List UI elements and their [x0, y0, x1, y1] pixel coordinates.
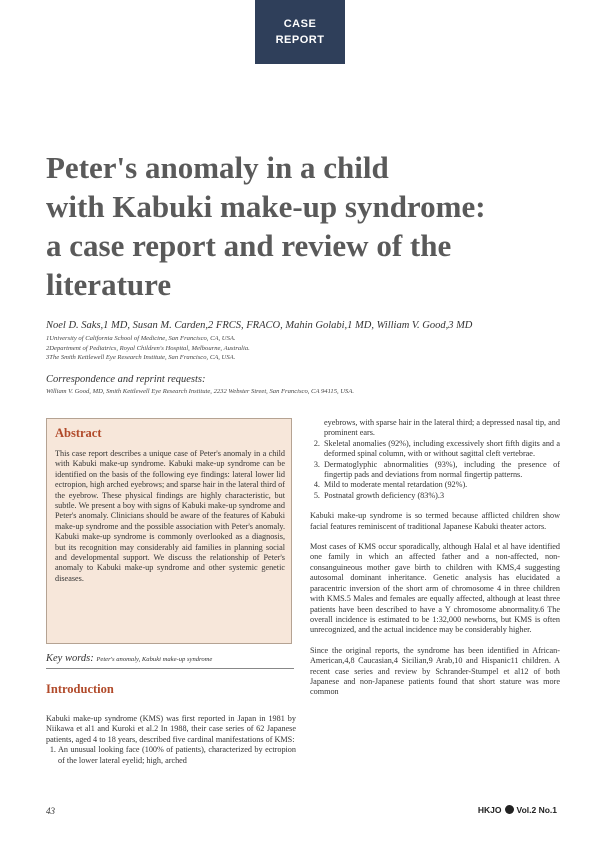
title-line: with Kabuki make-up syndrome: [46, 189, 486, 224]
author-list: Noel D. Saks,1 MD, Susan M. Carden,2 FRCS, FRACO, Mahin Golabi,1 MD, William V. Good,3 MD [46, 320, 473, 331]
journal-volume: Vol.2 No.1 [516, 805, 557, 815]
page-number: 43 [46, 806, 55, 816]
list-item: 5. Postnatal growth deficiency (83%).3 [322, 491, 560, 501]
journal-logo-icon [505, 805, 514, 814]
title-line: literature [46, 267, 172, 302]
abstract-heading: Abstract [55, 426, 102, 440]
article-title [46, 148, 576, 304]
section-tab-line2: REPORT [275, 34, 325, 46]
abstract-box [46, 418, 292, 644]
keywords-divider [46, 668, 294, 669]
affiliation-2: 2Department of Pediatrics, Royal Children's Hospital, Melbourne, Australia. [46, 344, 250, 352]
correspondence-text: William V. Good, MD, Smith Kettlewell Eye Research Institute, 2232 Webster Street, San Francisco, CA 94115, USA. [46, 388, 355, 395]
title-line: Peter's anomaly in a child [46, 150, 389, 185]
introduction-paragraph: Kabuki make-up syndrome (KMS) was first reported in Japan in 1981 by Niikawa et al1 and Kuroki et al.2 In 1988, their case series of 62 Japanese patients, aged 4 to 18 years, described five cardinal manifestations of KMS: [46, 714, 296, 744]
list-item: 4. Mild to moderate mental retardation (92%). [322, 480, 560, 490]
affiliation-1: 1University of California School of Medicine, San Francisco, CA, USA. [46, 335, 236, 342]
correspondence-heading: Correspondence and reprint requests: [46, 374, 206, 385]
list-item: 2. Skeletal anomalies (92%), including excessively short fifth digits and a deformed spinal column, with or without sagittal cleft vertebrae. [322, 439, 560, 460]
title-line: a case report and review of the [46, 228, 452, 263]
section-tab [255, 0, 345, 64]
keywords-label: Key words: [46, 653, 94, 664]
keywords-text: Peter's anomaly, Kabuki make-up syndrome [96, 656, 213, 663]
right-column [310, 418, 560, 708]
introduction-body [46, 714, 296, 766]
body-paragraph: Since the original reports, the syndrome has been identified in African-American,4,8 Caucasian,4 Sicilian,9 Arab,10 and Hispanic11 children. A recent case series and review by Schrander-Stumpel et al12 of both Japanese and non-Japanese patients found that short stature was more common [310, 645, 560, 697]
journal-footer [478, 805, 557, 815]
introduction-heading: Introduction [46, 682, 114, 696]
keywords [46, 653, 296, 664]
journal-name: HKJO [477, 805, 502, 815]
affiliation-3: 3The Smith Kettlewell Eye Research Institute, San Francisco, CA, USA. [46, 354, 236, 361]
abstract-text: This case report describes a unique case of Peter's anomaly in a child with Kabuki make-up syndrome. Kabuki make-up syndrome can be identified on the basis of the following eye findings: lateral lower lid ectropion, high arched eyebrows; and sparse hair in the lateral third of the eyebrow. These physical findings are highly characteristic, but subtle. We present a boy with signs of Kabuki make-up syndrome and Peter's anomaly. Clinicians should be aware of the features of Kabuki make-up syndrome and the possible association with Peter's anomaly. Kabuki make-up syndrome is commonly overlooked as a diagnosis, but its recognition may considerably aid families in planning social and developmental support. We discuss the relationship of Peter's anomaly to Kabuki make-up syndrome and other systemic genetic diseases. [55, 449, 285, 583]
list-item-continuation: eyebrows, with sparse hair in the lateral third; a depressed nasal tip, and prominent ears. [324, 418, 560, 438]
list-item: 1. An unusual looking face (100% of patients), characterized by ectropion of the lower lateral eyelid; high, arched [58, 745, 296, 766]
body-paragraph: Kabuki make-up syndrome is so termed because afflicted children show facial features reminiscent of traditional Japanese Kabuki theater actors. [310, 511, 560, 531]
affiliations [46, 334, 576, 363]
section-tab-line1: CASE [283, 18, 317, 30]
list-item: 3. Dermatoglyphic abnormalities (93%), including the presence of fingertip pads and deviations from normal fingertip patterns. [322, 460, 560, 481]
body-paragraph: Most cases of KMS occur sporadically, although Halal et al have identified one family in which an affected father and a non-affected, non-consanguineous mother gave birth to children with KMS,4 suggesting autosomal dominant inheritance. Genetic analysis has elucidated a paracentric inversion of the short arm of chromosome 4 in three children with KMS.5 Males and females are equally affected, although at least three patients have been described to have a Y chromosome abnormality.6 The overall incidence is estimated to be 1:32,000 newborns, but KMS is often unrecognized, and the actual incidence may be considerably higher. [310, 542, 560, 635]
